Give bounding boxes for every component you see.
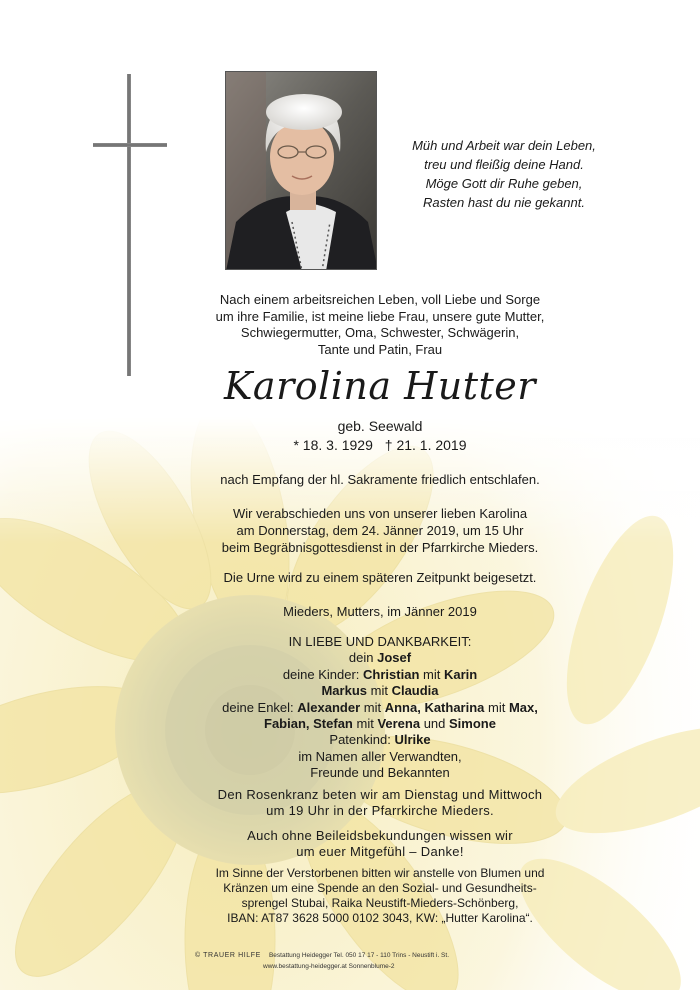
husband-name: Josef [377,650,412,666]
birth-date: * 18. 3. 1929 [293,437,373,453]
urn-note [200,570,560,586]
poem-line: Möge Gott dir Ruhe geben, [425,176,583,191]
mourners-children-2: Markus mit Claudia [321,683,439,699]
mourners-relatives: im Namen aller Verwandten, [298,748,462,764]
mourners-grandchildren-2: Fabian, Stefan mit Verena und Simone [264,716,496,732]
life-dates [200,436,560,454]
donation-line: sprengel Stubai, Raika Neustift-Mieders-Schönberg, [241,896,519,910]
footer-website: www.bestattung-heidegger.at Sonnenblume-2 [263,963,395,970]
portrait-image [226,72,377,270]
mourners-children: deine Kinder: Christian mit Karin [282,666,478,682]
intro-line: um ihre Familie, ist meine liebe Frau, unsere gute Mutter, [215,308,545,324]
intro-line: Nach einem arbeitsreichen Leben, voll Liebe und Sorge [219,292,541,307]
poem-line: Rasten hast du nie gekannt. [423,195,585,210]
cross-horizontal-bar [93,143,167,147]
urn-text: Die Urne wird zu einem späteren Zeitpunkt beigesetzt. [223,570,537,585]
sacraments-text: nach Empfang der hl. Sakramente friedlich entschlafen. [220,472,540,487]
place-date [200,604,560,620]
condolence-line: um euer Mitgefühl – Danke! [296,844,464,859]
donation-line: Kränzen um eine Spende an den Sozial- und Gesundheits- [223,881,537,895]
intro-line: Tante und Patin, Frau [317,341,443,357]
poem-line: treu und fleißig deine Hand. [424,157,584,172]
mourners-grandchildren: deine Enkel: Alexander mit Anna, Katharina mit Max, [222,699,538,715]
condolence-line: Auch ohne Beileidsbekundungen wissen wir [247,828,513,843]
mourners-godchild: Patenkind: Ulrike [329,732,431,748]
rosary-line: um 19 Uhr in der Pfarrkirche Mieders. [266,803,494,818]
donation-line: IBAN: AT87 3628 5000 0102 3043, KW: „Hutter Karolina“. [227,911,533,925]
poem-line: Müh und Arbeit war dein Leben, [412,138,596,153]
condolence-note [200,828,560,860]
place-date-text: Mieders, Mutters, im Jänner 2019 [283,604,477,619]
rosary-line: Den Rosenkranz beten wir am Dienstag und Mittwoch [217,787,543,802]
footer-contact: Bestattung Heidegger Tel. 050 17 17 - 110 Trins - Neustift i. St. [268,952,450,959]
mourners-heading: IN LIEBE UND DANKBARKEIT: [288,634,472,649]
portrait-photo [225,71,377,270]
maiden-name-text: geb. Seewald [337,418,423,434]
intro-line: Schwiegermutter, Oma, Schwester, Schwägerin, [240,325,520,340]
mourners-friends: Freunde und Bekannten [310,765,450,781]
mourners-husband: dein Josef [348,650,412,666]
cross-vertical-bar [127,74,131,376]
sacraments-line [200,472,560,488]
mourners-list [200,634,560,782]
maiden-name [200,418,560,434]
death-date: † 21. 1. 2019 [384,437,467,453]
poem [378,136,630,212]
rosary-note [200,787,560,819]
deceased-name: Karolina Hutter [224,364,536,408]
intro-text [200,292,560,358]
donation-line: Im Sinne der Verstorbenen bitten wir anstelle von Blumen und [215,866,545,880]
donation-request [200,866,560,926]
footer [195,950,625,972]
farewell-line: am Donnerstag, dem 24. Jänner 2019, um 15 Uhr [236,523,524,538]
footer-brand: © TRAUER HILFE [195,952,261,959]
funeral-announcement [200,505,560,556]
farewell-line: Wir verabschieden uns von unserer lieben Karolina [232,506,528,521]
farewell-line: beim Begräbnisgottesdienst in der Pfarrkirche Mieders. [221,540,539,555]
